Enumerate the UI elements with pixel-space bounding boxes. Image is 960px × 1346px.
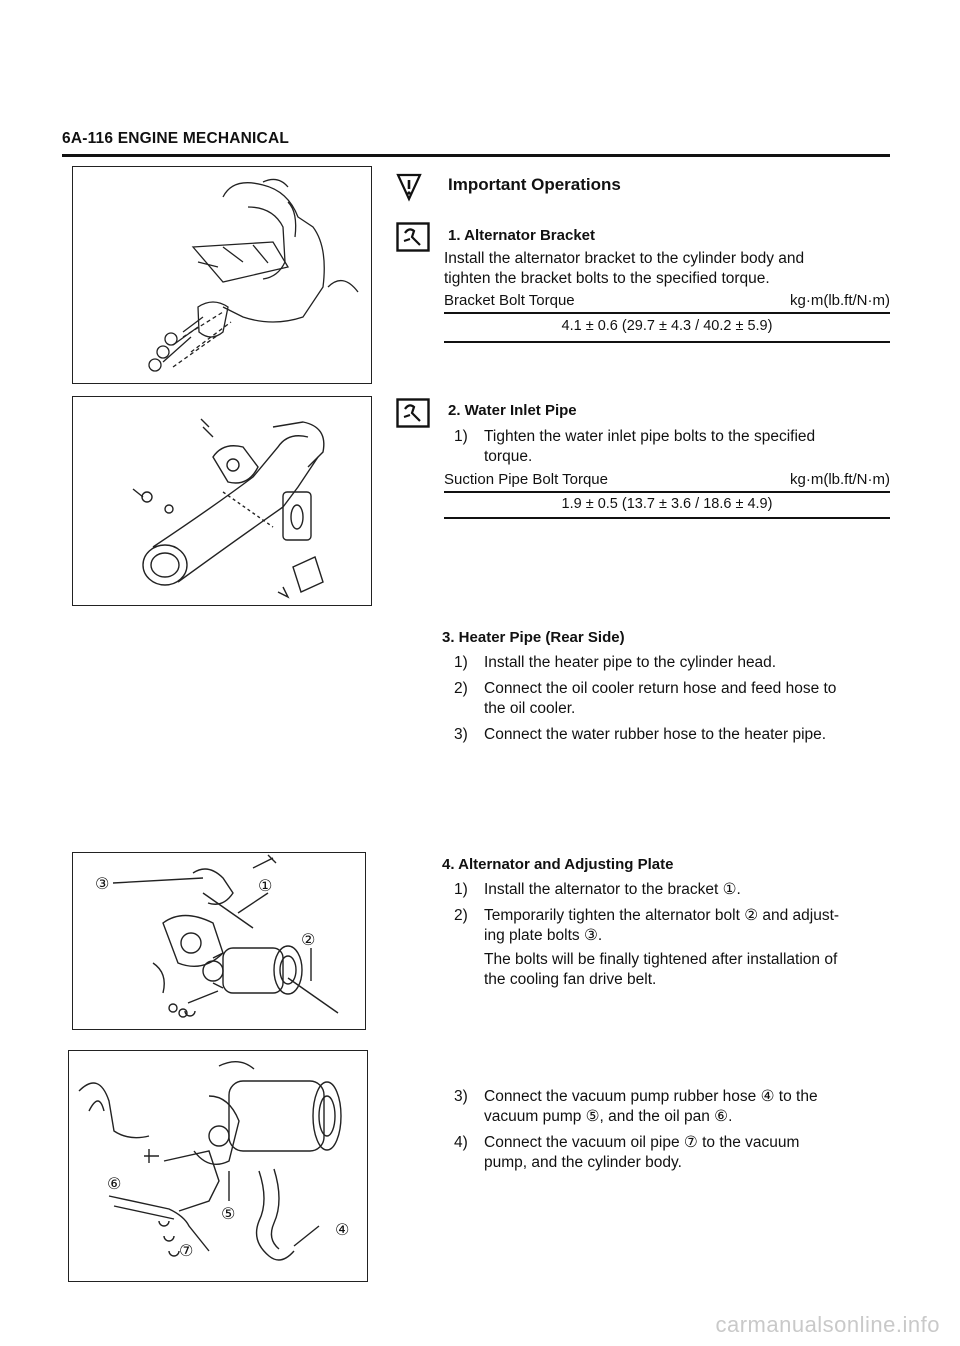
page-header: 6A-116 ENGINE MECHANICAL — [62, 130, 290, 147]
sec4-title: 4. Alternator and Adjusting Plate — [442, 856, 674, 873]
sec4-step2-note2: the cooling fan drive belt. — [484, 971, 657, 988]
engine-bracket-drawing — [73, 167, 371, 383]
sec4-step2: 2) Temporarily tighten the alternator bolt ② and adjust- — [454, 907, 840, 924]
sec4-step4: 4) Connect the vacuum oil pipe ⑦ to the vacuum — [454, 1134, 800, 1151]
sec2-title: 2. Water Inlet Pipe — [448, 402, 577, 419]
callout-5: ⑤ — [221, 1204, 236, 1223]
sec2-torque-label: Suction Pipe Bolt Torque — [444, 471, 608, 488]
site-watermark: carmanualsonline.info — [715, 1312, 940, 1337]
sec3-step2-cont: the oil cooler. — [484, 700, 576, 717]
sec4-step4-cont: pump, and the cylinder body. — [484, 1154, 682, 1171]
callout-7: ⑦ — [179, 1241, 194, 1260]
figure-alternator-install — [72, 852, 366, 1030]
sec3-step3: 3) Connect the water rubber hose to the heater pipe. — [454, 726, 827, 743]
sec3-step1: 1) Install the heater pipe to the cylinder head. — [454, 654, 777, 671]
callout-2: ② — [301, 930, 316, 949]
callout-6: ⑥ — [107, 1174, 122, 1193]
sec2-torque-unit: kg·m(lb.ft/N·m) — [790, 471, 890, 488]
water-inlet-pipe-drawing — [73, 397, 371, 605]
alternator-drawing — [73, 853, 365, 1029]
sec1-rule-top — [444, 312, 890, 314]
sec4-step2-note1: The bolts will be finally tightened after installation of — [484, 951, 838, 968]
sec2-torque-header — [444, 471, 890, 488]
sec4-step3: 3) Connect the vacuum pump rubber hose ④ to the — [454, 1088, 818, 1105]
sec2-step1-cont: torque. — [484, 448, 533, 465]
sec1-torque-label: Bracket Bolt Torque — [444, 292, 575, 309]
header-rule — [62, 154, 890, 157]
sec1-rule-bottom — [444, 341, 890, 343]
callout-3: ③ — [95, 874, 110, 893]
sec2-rule-top — [444, 491, 890, 493]
callout-1: ① — [258, 876, 273, 895]
sec4-step3-cont: vacuum pump ⑤, and the oil pan ⑥. — [484, 1108, 733, 1125]
sec3-title: 3. Heater Pipe (Rear Side) — [442, 629, 625, 646]
sec2-torque-value: 1.9 ± 0.5 (13.7 ± 3.6 / 18.6 ± 4.9) — [561, 496, 773, 512]
sec2-step1: 1) Tighten the water inlet pipe bolts to the specified — [454, 428, 816, 445]
sec1-text-line2: tighten the bracket bolts to the specified torque. — [444, 270, 770, 287]
torque-wrench-icon-2 — [396, 398, 430, 428]
sec1-text-line1: Install the alternator bracket to the cylinder body and — [444, 250, 805, 267]
vacuum-pump-drawing — [69, 1051, 367, 1281]
sec1-torque-unit: kg·m(lb.ft/N·m) — [790, 292, 890, 309]
callout-4: ④ — [335, 1220, 350, 1239]
sec1-torque-value: 4.1 ± 0.6 (29.7 ± 4.3 / 40.2 ± 5.9) — [561, 318, 773, 334]
figure-water-inlet-pipe — [72, 396, 372, 606]
sec1-title: 1. Alternator Bracket — [448, 227, 595, 244]
sec2-rule-bottom — [444, 517, 890, 519]
figure-alternator-bracket — [72, 166, 372, 384]
important-title: Important Operations — [448, 175, 621, 194]
caution-triangle-icon — [396, 172, 422, 202]
sec1-torque-header — [444, 292, 890, 309]
torque-wrench-icon — [396, 222, 430, 252]
figure-vacuum-pump — [68, 1050, 368, 1282]
sec3-step2: 2) Connect the oil cooler return hose and feed hose to — [454, 680, 837, 697]
sec4-step2-cont: ing plate bolts ③. — [484, 927, 603, 944]
sec4-step1: 1) Install the alternator to the bracket ①. — [454, 881, 741, 898]
